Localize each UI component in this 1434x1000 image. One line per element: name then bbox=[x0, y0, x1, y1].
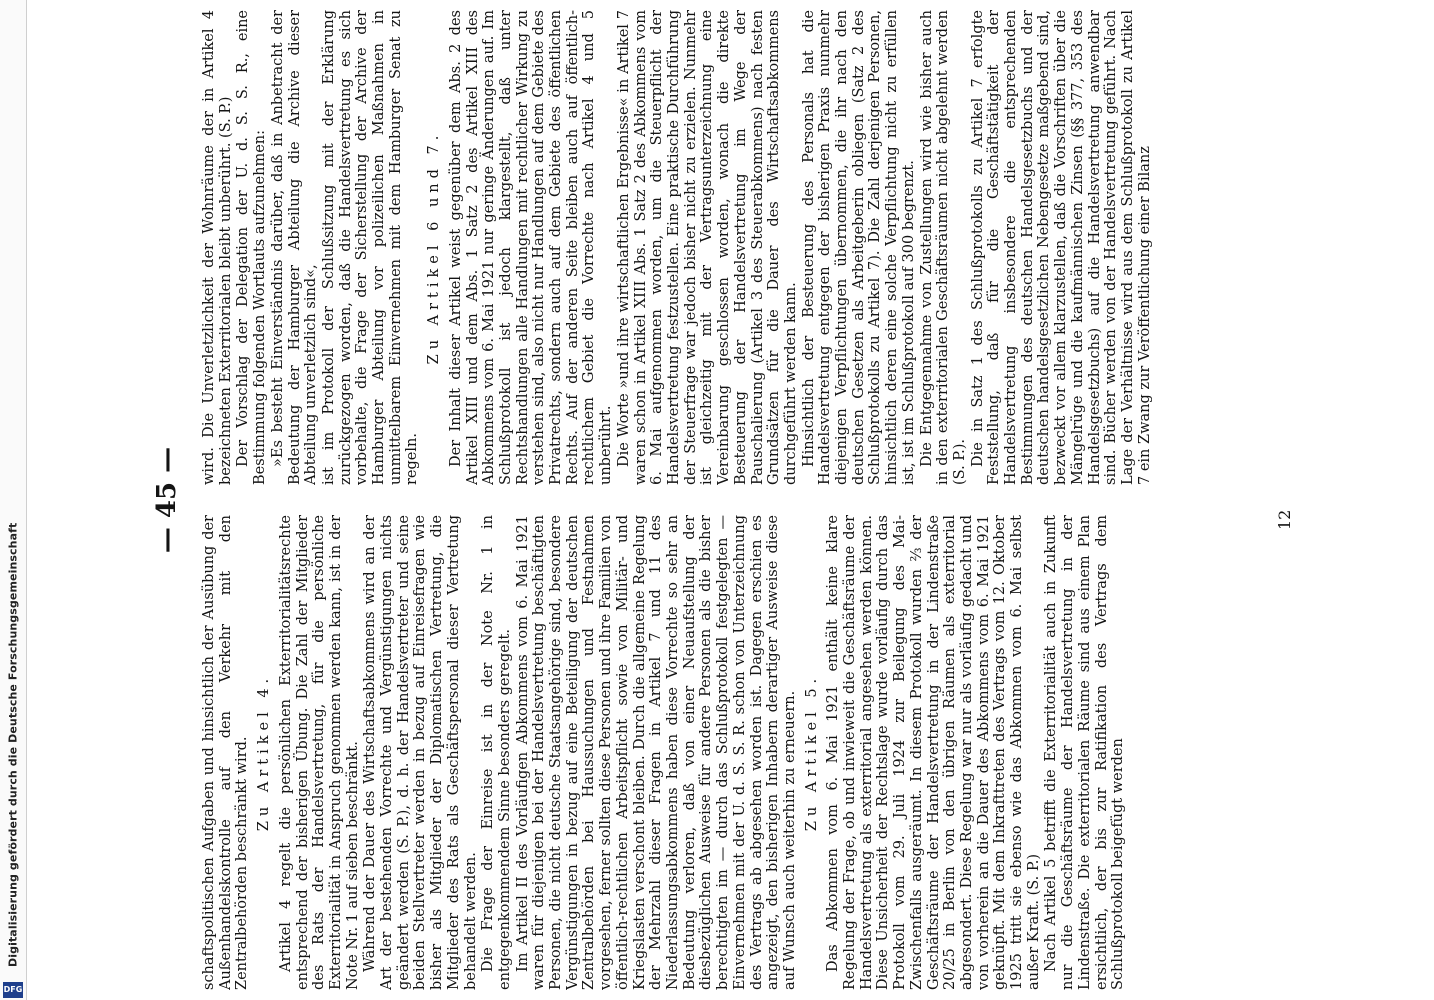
paragraph: Nach Artikel 5 betrifft die Exterritorialität auch in Zukunft nur die Geschäftsräume der Handelsvertretung in der Lindenstraße. Die exterritorialen Räume sind aus einem Plan ersichtlich, der bis zur Ratifikation des Vertrags dem Schlußprotokoll beigefügt werden bbox=[1043, 515, 1127, 990]
paragraph: »Es besteht Einverständnis darüber, daß in Anbetracht der Bedeutung der Hamburger Abteilung die Archive dieser Abteilung unverletzlich sind«, bbox=[269, 10, 320, 485]
paragraph: ist im Protokoll der Schlußsitzung mit der Erklärung zurückgezogen worden, daß die Handelsvertretung es sich vorbehalte, die Frage der Sicherstellung der Archive der Hamburger Abteilung vor polizeilichen Maßnahmen in unmittelbarem Einvernehmen mit dem Hamburger Senat zu regeln. bbox=[320, 10, 421, 485]
paragraph: schaftspolitischen Aufgaben und hinsichtlich der Ausübung der Außenhandelskontrolle auf den Verkehr mit den Zentralbehörden beschränkt wird. bbox=[201, 515, 251, 990]
paragraph: Hinsichtlich der Besteuerung des Personals hat die Handelsvertretung entgegen der bisherigen Praxis nunmehr diejenigen Verpflichtungen übernommen, die ihr nach den deutschen Gesetzen als Arbeitgeberin obliegen (Satz 2 des Schlußprotokolls zu Artikel 7). Die Zahl derjenigen Personen, hinsichtlich deren eine solche Verpflichtung nicht zu erfüllen ist, ist im Schlußprotokoll auf 300 begrenzt. bbox=[800, 10, 917, 485]
paragraph: Die Entgegennahme von Zustellungen wird wie bisher auch in den exterritorialen Geschäftsräumen nicht abgelehnt werden (S. P.). bbox=[918, 10, 968, 485]
paragraph: wird. Die Unverletzlichkeit der Wohnräume der in Artikel 4 bezeichneten Exterritorialen bleibt unberührt. (S. P.) bbox=[201, 10, 234, 485]
section-heading: Zu Artikel 5. bbox=[803, 673, 820, 832]
left-column bbox=[201, 515, 1301, 990]
scanned-page bbox=[146, 0, 1326, 1000]
paragraph: Im Artikel II des Vorläufigen Abkommens vom 6. Mai 1921 waren für diejenigen bei der Handelsvertretung beschäftigten Personen, die nicht deutsche Staatsangehörige sind, besondere Vergünstigungen in bezug auf eine Beteiligung der deutschen Zentralbehörden bei Haussuchungen und Festnahmen vorgesehen, ferner sollten diese Personen und ihre Familien von öffentlich-rechtlichen Arbeitspflicht sowie von Militär- und Kriegslasten verschont bleiben. Durch die allgemeine Regelung der Mehrzahl dieser Fragen in Artikel 7 und 11 des Niederlassungsabkommens haben diese Vorrechte so sehr an Bedeutung verloren, daß von einer Neuaufstellung der diesbezüglichen Ausweise für andere Personen als die bisher berechtigten im — durch das Schlußprotokoll festgelegten — Einvernehmen mit der U. d. S. S. R. schon von Unterzeichnung des Vertrags ab abgesehen worden ist. Dagegen erschien es angezeigt, den bisherigen Inhabern derartiger Ausweise diese auf Wunsch auch weiterhin zu erneuern. bbox=[514, 515, 798, 990]
paragraph: Die Worte »und ihre wirtschaftlichen Ergebnisse« in Artikel 7 waren schon in Artikel XIII Abs. 1 Satz 2 des Abkommens vom 6. Mai aufgenommen worden, um die Steuerpflicht der Handelsvertretung festzustellen. Eine praktische Durchführung der Steuerfrage war jedoch bisher nicht zu erzielen. Nunmehr ist gleichzeitig mit der Vertragsunterzeichnung eine Vereinbarung geschlossen worden, wonach die direkte Besteuerung der Handelsvertretung im Wege der Pauschalierung (Artikel 3 des Steuerabkommens) nach festen Grundsätzen für die Dauer des Wirtschaftsabkommens durchgeführt werden kann. bbox=[615, 10, 799, 485]
paragraph: Der Inhalt dieser Artikel weist gegenüber dem Abs. 2 des Artikel XIII und dem Abs. 1 Satz 2 des Artikel XIII des Abkommens vom 6. Mai 1921 nur geringe Änderungen auf. Im Schlußprotokoll ist jedoch klargestellt, daß unter Rechtshandlungen alle Handlungen mit rechtlicher Wirkung zu verstehen sind, also nicht nur Handlungen auf dem Gebiete des Privatrechts, sondern auch auf dem Gebiete des öffentlichen Rechts. Auf der anderen Seite bleiben auch auf öffentlich-rechtlichem Gebiet die Vorrechte nach Artikel 4 und 5 unberührt. bbox=[447, 10, 615, 485]
section-heading: Zu Artikel 6 und 7. bbox=[426, 130, 443, 365]
dfg-logo: DFG bbox=[3, 982, 23, 998]
attribution-text: Digitalisierung gefördert durch die Deutsche Forschungsgemeinschaft bbox=[6, 522, 20, 967]
paragraph: Artikel 4 regelt die persönlichen Exterritorialitätsrechte entsprechend der bisherigen Übung. Die Zahl der Mitglieder des Rats der Handelsvertretung, für die persönliche Exterritorialität in Anspruch genommen werden kann, ist in der Note Nr. 1 auf sieben beschränkt. bbox=[277, 515, 361, 990]
attribution-strip bbox=[0, 0, 27, 1000]
paragraph: Das Abkommen vom 6. Mai 1921 enthält keine klare Regelung der Frage, ob und inwieweit die Geschäftsräume der Handelsvertretung als exterritorial angesehen werden können. Diese Unsicherheit der Rechtslage wurde vorläufig durch das Protokoll vom 29. Juli 1924 zur Beilegung des Mai-Zwischenfalls ausgeräumt. In diesem Protokoll wurden ⅔ der Geschäftsräume der Handelsvertretung in der Lindenstraße 20/25 in Berlin von den übrigen Räumen als exterritorial abgesondert. Diese Regelung war nur als vorläufig gedacht und von vorherein an die Dauer des Abkommens vom 6. Mai 1921 geknüpft. Mit dem Inkrafttreten des Vertrags vom 12. Oktober 1925 tritt sie ebenso wie das Abkommen vom 6. Mai selbst außer Kraft. (S. P.) bbox=[825, 515, 1042, 990]
paragraph: Während der Dauer des Wirtschaftsabkommens wird an der Art der bestehenden Vorrechte und Vergünstigungen nichts geändert werden (S. P.), d. h. der Handelsvertreter und seine beiden Stellvertreter werden in bezug auf Einreisefragen wie bisher als Mitglieder der Diplomatischen Vertretung, die Mitglieder des Rats als Geschäftspersonal dieser Vertretung behandelt werden. bbox=[362, 515, 479, 990]
section-heading: Zu Artikel 4. bbox=[256, 673, 273, 832]
page-number: — 45 — bbox=[152, 446, 182, 554]
right-column bbox=[201, 10, 1301, 485]
paragraph: Der Vorschlag der Delegation der U. d. S. S. R., eine Bestimmung folgenden Wortlauts aufzunehmen: bbox=[235, 10, 269, 485]
paragraph: Die Frage der Einreise ist in der Note Nr. 1 in entgegenkommendem Sinne besonders geregelt. bbox=[480, 515, 513, 990]
signature-mark: 12 bbox=[1275, 509, 1294, 530]
paragraph: Die in Satz 1 des Schlußprotokolls zu Artikel 7 erfolgte Feststellung, daß für die Geschäftstätigkeit der Handelsvertretung insbesondere die entsprechenden Bestimmungen des deutschen Handelsgesetzbuchs und der deutschen handelsgesetzlichen Nebengesetze maßgebend sind, bezweckt vor allem klarzustellen, daß die Vorschriften über die Mängelrüge und die kaufmännischen Zinsen (§§ 377, 353 des Handelsgesetzbuchs) auf die Handelsvertretung anwendbar sind. Bücher werden von der Handelsvertretung geführt. Nach Lage der Verhältnisse wird aus dem Schlußprotokoll zu Artikel 7 ein Zwang zur Veröffentlichung einer Bilanz bbox=[969, 10, 1153, 485]
rotated-page-content bbox=[146, 0, 1326, 1000]
